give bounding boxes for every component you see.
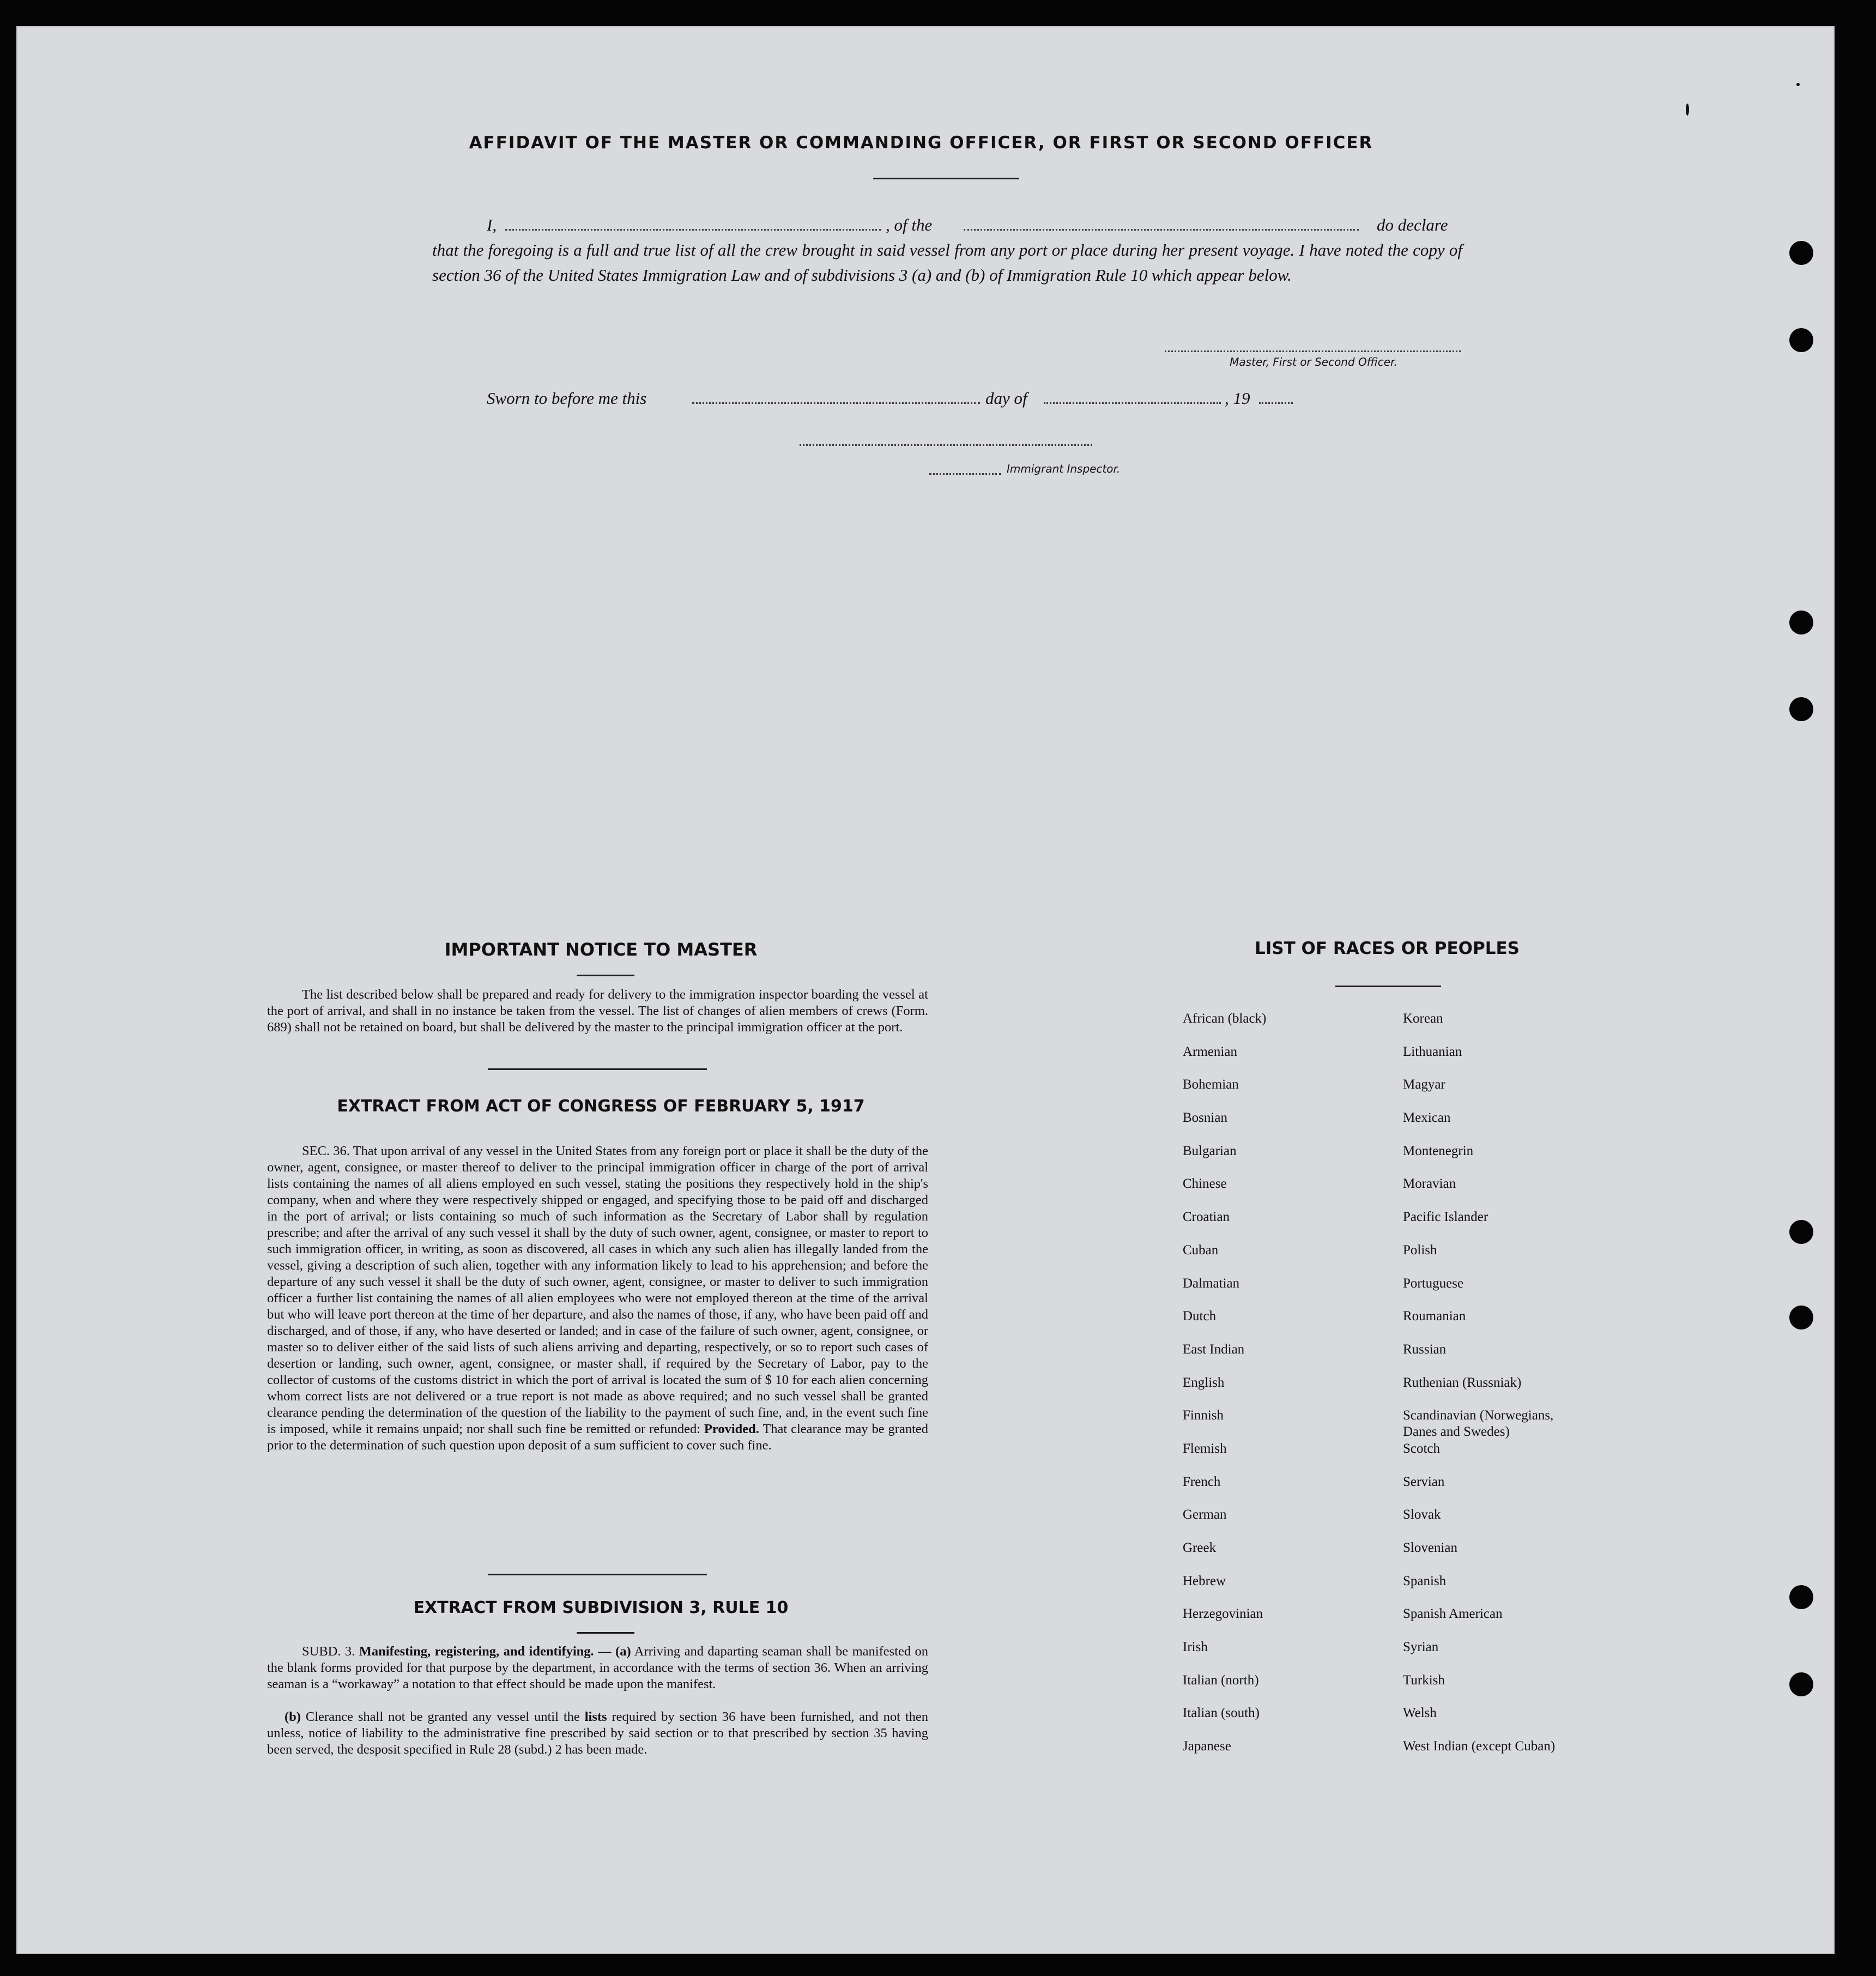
officer-signature-caption: Master, First or Second Officer.	[1230, 355, 1397, 368]
race-item: Portuguese	[1403, 1276, 1464, 1291]
subd-b-marker: (b)	[285, 1709, 301, 1724]
notice-text-content: The list described below shall be prepared and ready for delivery to the immigration inspector boarding the vessel at the port of arrival, and shall in no instance be taken from the vessel. The list of changes of alien members of crews (Form. 689) shall not be retained on board, but shall be delivered by the master to the principal immigration officer at the port.	[267, 987, 928, 1035]
extract-rule-para-b	[267, 1709, 928, 1758]
race-item: Lithuanian	[1403, 1044, 1462, 1059]
binder-hole	[1789, 697, 1813, 721]
subd-b-text-1: Clerance shall not be granted any vessel until the	[305, 1709, 580, 1724]
race-item: Syrian	[1403, 1640, 1439, 1655]
race-item: Spanish American	[1403, 1606, 1503, 1622]
officer-signature-line[interactable]	[1165, 351, 1461, 352]
subd-b-lists: lists	[584, 1709, 607, 1724]
race-item: Scotch	[1403, 1441, 1441, 1456]
race-item: East Indian	[1183, 1341, 1245, 1357]
affidavit-body: that the foregoing is a full and true list of all the crew brought in said vessel from any port or place during her present voyage. I have noted the copy of section 36 of the United States Immigration Law and of subdivisions 3 (a) and (b) of Immigration Rule 10 which appear below.	[432, 240, 1462, 285]
race-item: Russian	[1403, 1341, 1447, 1357]
races-title-rule	[1335, 986, 1441, 987]
subd-dash: —	[594, 1644, 616, 1659]
ink-mark	[1796, 83, 1800, 86]
notice-title-rule	[577, 975, 634, 976]
extract-rule-para-a	[267, 1643, 928, 1693]
race-item: Scandinavian (Norwegians, Danes and Swedes)	[1403, 1408, 1554, 1440]
race-item: Bulgarian	[1183, 1143, 1237, 1158]
subd-a-marker: (a)	[615, 1644, 631, 1659]
binder-hole	[1789, 1220, 1813, 1244]
race-item: Irish	[1183, 1640, 1208, 1655]
race-item: Finnish	[1183, 1408, 1224, 1423]
affidavit-title: AFFIDAVIT OF THE MASTER OR COMMANDING OFFICER, OR FIRST OR SECOND OFFICER	[469, 133, 1373, 153]
race-item: Welsh	[1403, 1706, 1437, 1721]
race-item: French	[1183, 1474, 1221, 1489]
sworn-label: Sworn to before me this	[487, 389, 647, 408]
race-item: Armenian	[1183, 1044, 1237, 1059]
binder-hole	[1789, 1306, 1813, 1330]
sworn-year-field[interactable]	[1259, 402, 1293, 404]
race-item: Croatian	[1183, 1210, 1230, 1225]
race-item: Polish	[1403, 1242, 1437, 1258]
race-item: Mexican	[1403, 1110, 1451, 1126]
notice-separator	[488, 1068, 707, 1070]
affidavit-title-rule	[873, 178, 1019, 179]
subd-lead: SUBD. 3.	[302, 1644, 355, 1659]
binder-hole	[1789, 611, 1813, 635]
race-item: Magyar	[1403, 1077, 1445, 1092]
race-item: Italian (south)	[1183, 1706, 1260, 1721]
ink-mark	[1686, 104, 1689, 116]
extract-act-provided: Provided.	[704, 1422, 759, 1436]
race-item: Roumanian	[1403, 1309, 1466, 1324]
extract-act-title: EXTRACT FROM ACT OF CONGRESS OF FEBRUARY 5, 1917	[337, 1097, 865, 1116]
affidavit-of-the-label: , of the	[886, 215, 933, 234]
races-title: LIST OF RACES OR PEOPLES	[1254, 939, 1520, 958]
race-item: Bosnian	[1183, 1110, 1227, 1126]
race-item: Korean	[1403, 1011, 1443, 1026]
race-item: Dutch	[1183, 1309, 1217, 1324]
affidavit-i-label: I,	[487, 215, 497, 234]
race-item: Bohemian	[1183, 1077, 1239, 1092]
affidavit-vessel-field[interactable]	[964, 229, 1359, 231]
race-item: Hebrew	[1183, 1573, 1226, 1588]
race-item: Herzegovinian	[1183, 1606, 1263, 1622]
race-item: Slovak	[1403, 1507, 1441, 1522]
extract-act-separator	[488, 1574, 707, 1575]
race-item: African (black)	[1183, 1011, 1267, 1026]
race-item: Flemish	[1183, 1441, 1227, 1456]
extract-rule-title: EXTRACT FROM SUBDIVISION 3, RULE 10	[413, 1598, 789, 1617]
binder-hole	[1789, 1585, 1813, 1609]
inspector-signature-line[interactable]	[800, 444, 1092, 446]
race-item: Montenegrin	[1403, 1143, 1474, 1158]
affidavit-do-declare-label: do declare	[1377, 215, 1448, 234]
race-item: Chinese	[1183, 1176, 1227, 1192]
race-item: Pacific Islander	[1403, 1210, 1488, 1225]
affidavit-name-field[interactable]	[505, 229, 881, 231]
race-item: Turkish	[1403, 1672, 1445, 1688]
day-of-label: day of	[985, 389, 1027, 408]
subd-b-text-2: required by section 36 have been furnished, and not then unless, notice of liability to the administrative fine prescribed by said section or to that prescribed by section 35 having been served, the desposit specified in Rule 28 (subd.) 2 has been made.	[267, 1709, 929, 1757]
inspector-prefix-dots	[929, 473, 1001, 475]
race-item: Servian	[1403, 1474, 1445, 1489]
race-item: Slovenian	[1403, 1540, 1457, 1555]
extract-rule-title-rule	[577, 1632, 634, 1634]
sworn-month-field[interactable]	[1044, 402, 1221, 404]
race-item: Japanese	[1183, 1739, 1231, 1754]
binder-hole	[1789, 328, 1813, 352]
race-item: Moravian	[1403, 1176, 1456, 1192]
sworn-day-field[interactable]	[692, 402, 980, 404]
race-item: Greek	[1183, 1540, 1217, 1555]
race-item: Italian (north)	[1183, 1672, 1259, 1688]
binder-hole	[1789, 241, 1813, 265]
race-item: Dalmatian	[1183, 1276, 1240, 1291]
year-label: , 19	[1225, 389, 1250, 408]
extract-act-text	[267, 1143, 928, 1454]
subd-a-text: Arriving and daparting seaman shall be manifested on the blank forms provided for that purpose by the department, in accordance with the terms of section 36. When an arriving seaman is a “workaway” a notation to that effect should be made upon the manifest.	[267, 1644, 929, 1691]
binder-hole	[1789, 1672, 1813, 1696]
race-item: Ruthenian (Russniak)	[1403, 1375, 1522, 1390]
race-item: West Indian (except Cuban)	[1403, 1739, 1556, 1754]
race-item: German	[1183, 1507, 1227, 1522]
race-item: Cuban	[1183, 1242, 1219, 1258]
races-right-column	[1403, 1011, 1708, 1772]
inspector-caption: Immigrant Inspector.	[1007, 462, 1121, 475]
race-item: Spanish	[1403, 1573, 1447, 1588]
extract-act-text-end: That clearance may be granted prior to the determination of such question upon deposit of a sum sufficient to cover such fine.	[267, 1422, 929, 1453]
subd-heading: Manifesting, registering, and identifying.	[359, 1644, 594, 1659]
race-item: English	[1183, 1375, 1225, 1390]
races-left-column	[1183, 1011, 1390, 1772]
notice-title: IMPORTANT NOTICE TO MASTER	[444, 939, 758, 960]
notice-text	[267, 987, 928, 1036]
extract-act-text-main: SEC. 36. That upon arrival of any vessel in the United States from any foreign port or place it shall be the duty of the owner, agent, consignee, or master thereof to deliver to the principal immigration officer in charge of the port of arrival lists containing the names of all aliens employed en such vessel, stating the positions they respectively hold in the ship's company, when and where they were respectively shipped or engaged, and specifying those to be paid off and discharged in the port of arrival; or lists containing so much of such information as the Secretary of Labor shall by regulation prescribe; and after the arrival of any such vessel it shall by the duty of such owner, agent, consignee, or master to report to such immigration officer, in writing, as soon as discovered, all cases in which any such alien has illegally landed from the vessel, giving a description of such alien, together with any information likely to lead to his apprehension; and before the departure of any such vessel it shall be the duty of such owner, agent, consignee, or master to deliver to such immigration officer a further list containing the names of all alien employees who were not employed thereon at the time of the arrival but who will leave port thereon at the time of her departure, and also the names of those, if any, who have been paid off and discharged, and of those, if any, who have deserted or landed; and in case of the failure of such owner, agent, consignee, or master so to deliver either of the said lists of such aliens arriving and departing, respectively, or so to report such cases of desertion or landing, such owner, agent, consignee, or master shall, if required by the Secretary of Labor, pay to the collector of customs of the customs district in which the port of arrival is located the sum of $ 10 for each alien concerning whom correct lists are not delivered or a true report is not made as above required; and no such vessel shall be granted clearance pending the determination of the question of the liability to the payment of such fine, and, in the event such fine is imposed, while it remains unpaid; nor shall such fine be remitted or refunded:	[267, 1144, 928, 1436]
